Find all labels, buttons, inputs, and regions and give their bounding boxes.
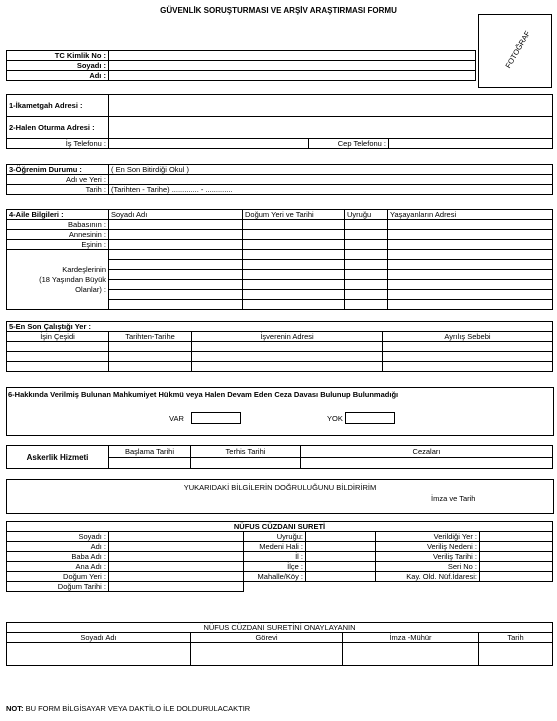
nufus-father-label: Baba Adı : (7, 552, 109, 562)
nufus-table (6, 521, 553, 592)
table-cell[interactable] (306, 542, 376, 552)
work-header-employer: İşverenin Adresi (192, 332, 383, 342)
work-header-reason: Ayrılış Sebebi (383, 332, 553, 342)
table-cell[interactable] (345, 240, 388, 250)
mobile-phone-label: Cep Telefonu : (309, 139, 389, 149)
nufus-neighborhood-label: Mahalle/Köy : (244, 572, 306, 582)
family-header-address: Yaşayanların Adresi (388, 210, 553, 220)
table-cell[interactable] (109, 290, 243, 300)
table-cell[interactable] (243, 280, 345, 290)
table-cell[interactable] (345, 300, 388, 310)
approval-title: NÜFUS CÜZDANI SURETİNİ ONAYLAYANIN (7, 623, 553, 633)
table-cell[interactable] (109, 572, 244, 582)
approval-header-date: Tarih (479, 633, 553, 643)
education-date-label: Tarih : (7, 185, 109, 195)
table-cell[interactable] (243, 240, 345, 250)
nufus-district-label: İlçe : (244, 562, 306, 572)
conviction-no-label: YOK (327, 414, 343, 423)
table-cell[interactable] (109, 260, 243, 270)
table-cell[interactable] (388, 290, 553, 300)
military-start-field[interactable] (109, 457, 191, 469)
military-discharge-field[interactable] (191, 457, 301, 469)
table-cell[interactable] (345, 270, 388, 280)
table-cell[interactable] (343, 643, 479, 666)
approval-table (6, 622, 553, 666)
table-cell[interactable] (345, 280, 388, 290)
approval-header-signature: İmza -Mühür (343, 633, 479, 643)
nufus-mother-label: Ana Adı : (7, 562, 109, 572)
declaration-text: YUKARIDAKİ BİLGİLERİN DOĞRULUĞUNU BİLDİRİRİM (183, 483, 377, 492)
table-cell[interactable] (109, 250, 243, 260)
table-cell[interactable] (480, 572, 553, 582)
table-cell[interactable] (109, 542, 244, 552)
military-title: Askerlik Hizmeti (7, 446, 109, 469)
education-title: 3-Öğrenim Durumu : (7, 165, 109, 175)
table-cell[interactable] (7, 342, 109, 352)
education-date-field[interactable]: (Tarihten - Tarihe) ............. - ............. (109, 185, 553, 195)
nufus-birthplace-label: Doğum Yeri : (7, 572, 109, 582)
name-field[interactable] (109, 71, 476, 81)
table-cell[interactable] (243, 220, 345, 230)
work-header-dates: Tarihten-Tarihe (109, 332, 192, 342)
approval-header-role: Görevi (191, 633, 343, 643)
table-cell[interactable] (383, 352, 553, 362)
table-cell[interactable] (480, 562, 553, 572)
table-cell[interactable] (480, 542, 553, 552)
conviction-section (6, 387, 554, 436)
military-start-label: Başlama Tarihi (109, 446, 191, 458)
table-cell[interactable] (306, 572, 376, 582)
table-cell[interactable] (109, 230, 243, 240)
residence-label: 1-İkametgah Adresi : (7, 95, 109, 117)
tc-field[interactable] (109, 51, 476, 61)
table-cell[interactable] (388, 250, 553, 260)
form-note: NOT: BU FORM BİLGİSAYAR VEYA DAKTİLO İLE DOLDURULACAKTIR (6, 704, 251, 713)
table-cell[interactable] (345, 260, 388, 270)
table-cell[interactable] (243, 300, 345, 310)
father-label: Babasının : (7, 220, 109, 230)
family-header-nationality: Uyruğu (345, 210, 388, 220)
nufus-province-label: İl : (244, 552, 306, 562)
conviction-yes-box[interactable] (191, 412, 241, 424)
empty-cell (244, 582, 553, 592)
table-cell[interactable] (345, 290, 388, 300)
table-cell[interactable] (192, 362, 383, 372)
approval-header-name: Soyadı Adı (7, 633, 191, 643)
table-cell[interactable] (243, 260, 345, 270)
table-cell[interactable] (109, 552, 244, 562)
school-label: Adı ve Yeri : (7, 175, 109, 185)
table-cell[interactable] (388, 280, 553, 290)
work-table (6, 321, 553, 372)
conviction-no-box[interactable] (345, 412, 395, 424)
declaration-section (6, 479, 554, 514)
table-cell[interactable] (345, 250, 388, 260)
family-header-birth: Doğum Yeri ve Tarihi (243, 210, 345, 220)
table-cell[interactable] (243, 270, 345, 280)
table-cell[interactable] (109, 562, 244, 572)
mobile-phone-field[interactable] (389, 139, 553, 149)
nufus-birthdate-label: Doğum Tarihi : (7, 582, 109, 592)
table-cell[interactable] (109, 280, 243, 290)
current-address-label: 2-Halen Oturma Adresi : (7, 117, 109, 139)
table-cell[interactable] (192, 342, 383, 352)
surname-label: Soyadı : (7, 61, 109, 71)
table-cell[interactable] (109, 532, 244, 542)
table-cell[interactable] (388, 220, 553, 230)
nufus-title: NÜFUS CÜZDANI SURETİ (7, 522, 553, 532)
identity-table (6, 50, 476, 81)
residence-field[interactable] (109, 95, 553, 117)
photo-box (478, 14, 552, 88)
work-header-type: İşin Çeşidi (7, 332, 109, 342)
table-cell[interactable] (109, 270, 243, 280)
table-cell[interactable] (109, 352, 192, 362)
table-cell[interactable] (388, 240, 553, 250)
nufus-marital-label: Medeni Hali : (244, 542, 306, 552)
family-title: 4-Aile Bilgileri : (7, 210, 109, 220)
table-cell[interactable] (383, 362, 553, 372)
table-cell[interactable] (388, 260, 553, 270)
family-table (6, 209, 553, 310)
surname-field[interactable] (109, 61, 476, 71)
table-cell[interactable] (109, 240, 243, 250)
table-cell[interactable] (345, 230, 388, 240)
education-table (6, 164, 553, 195)
nufus-issue-reason-label: Veriliş Nedeni : (376, 542, 480, 552)
mother-label: Annesinin : (7, 230, 109, 240)
conviction-yes-label: VAR (169, 414, 184, 423)
nufus-issue-date-label: Veriliş Tarihi : (376, 552, 480, 562)
declaration-sign: İmza ve Tarih (431, 494, 476, 503)
nufus-name-label: Adı : (7, 542, 109, 552)
table-cell[interactable] (7, 362, 109, 372)
nufus-issue-place-label: Verildiği Yer : (376, 532, 480, 542)
nufus-registry-label: Kay. Old. Nüf.İdaresi: (376, 572, 480, 582)
table-cell[interactable] (306, 562, 376, 572)
table-cell[interactable] (480, 532, 553, 542)
table-cell[interactable] (109, 362, 192, 372)
table-cell[interactable] (243, 230, 345, 240)
military-penalties-label: Cezaları (301, 446, 553, 458)
school-field[interactable] (109, 175, 553, 185)
table-cell[interactable] (109, 220, 243, 230)
table-cell[interactable] (243, 250, 345, 260)
table-cell[interactable] (345, 220, 388, 230)
conviction-title: 6-Hakkında Verilmiş Bulunan Mahkumiyet Hükmü veya Halen Devam Eden Ceza Davası Bulunup Bulunmadığı (8, 390, 399, 399)
table-cell[interactable] (191, 643, 343, 666)
nufus-serial-label: Seri No : (376, 562, 480, 572)
education-note: ( En Son Bitirdiği Okul ) (109, 165, 553, 175)
table-cell[interactable] (7, 352, 109, 362)
table-cell[interactable] (109, 342, 192, 352)
military-table (6, 445, 553, 469)
nufus-nationality-label: Uyruğu: (244, 532, 306, 542)
siblings-label: Kardeşlerinin (18 Yaşından Büyük Olanlar) : (7, 250, 109, 310)
address-table (6, 94, 553, 149)
family-header-name: Soyadı Adı (109, 210, 243, 220)
photo-label: FOTOĞRAF (503, 29, 533, 70)
table-cell[interactable] (388, 300, 553, 310)
form-title: GÜVENLİK SORUŞTURMASI VE ARŞİV ARAŞTIRMASI FORMU (160, 6, 397, 15)
military-penalties-field[interactable] (301, 457, 553, 469)
current-address-field[interactable] (109, 117, 553, 139)
table-cell[interactable] (306, 532, 376, 542)
table-cell[interactable] (192, 352, 383, 362)
name-label: Adı : (7, 71, 109, 81)
table-cell[interactable] (480, 552, 553, 562)
table-cell[interactable] (243, 290, 345, 300)
nufus-surname-label: Soyadı : (7, 532, 109, 542)
tc-label: TC Kimlik No : (7, 51, 109, 61)
work-phone-field[interactable] (109, 139, 309, 149)
table-cell[interactable] (383, 342, 553, 352)
table-cell[interactable] (388, 270, 553, 280)
table-cell[interactable] (479, 643, 553, 666)
table-cell[interactable] (7, 643, 191, 666)
spouse-label: Eşinin : (7, 240, 109, 250)
table-cell[interactable] (109, 300, 243, 310)
work-phone-label: İş Telefonu : (7, 139, 109, 149)
table-cell[interactable] (388, 230, 553, 240)
work-title: 5-En Son Çalıştığı Yer : (7, 322, 553, 332)
table-cell[interactable] (306, 552, 376, 562)
table-cell[interactable] (109, 582, 244, 592)
military-discharge-label: Terhis Tarihi (191, 446, 301, 458)
